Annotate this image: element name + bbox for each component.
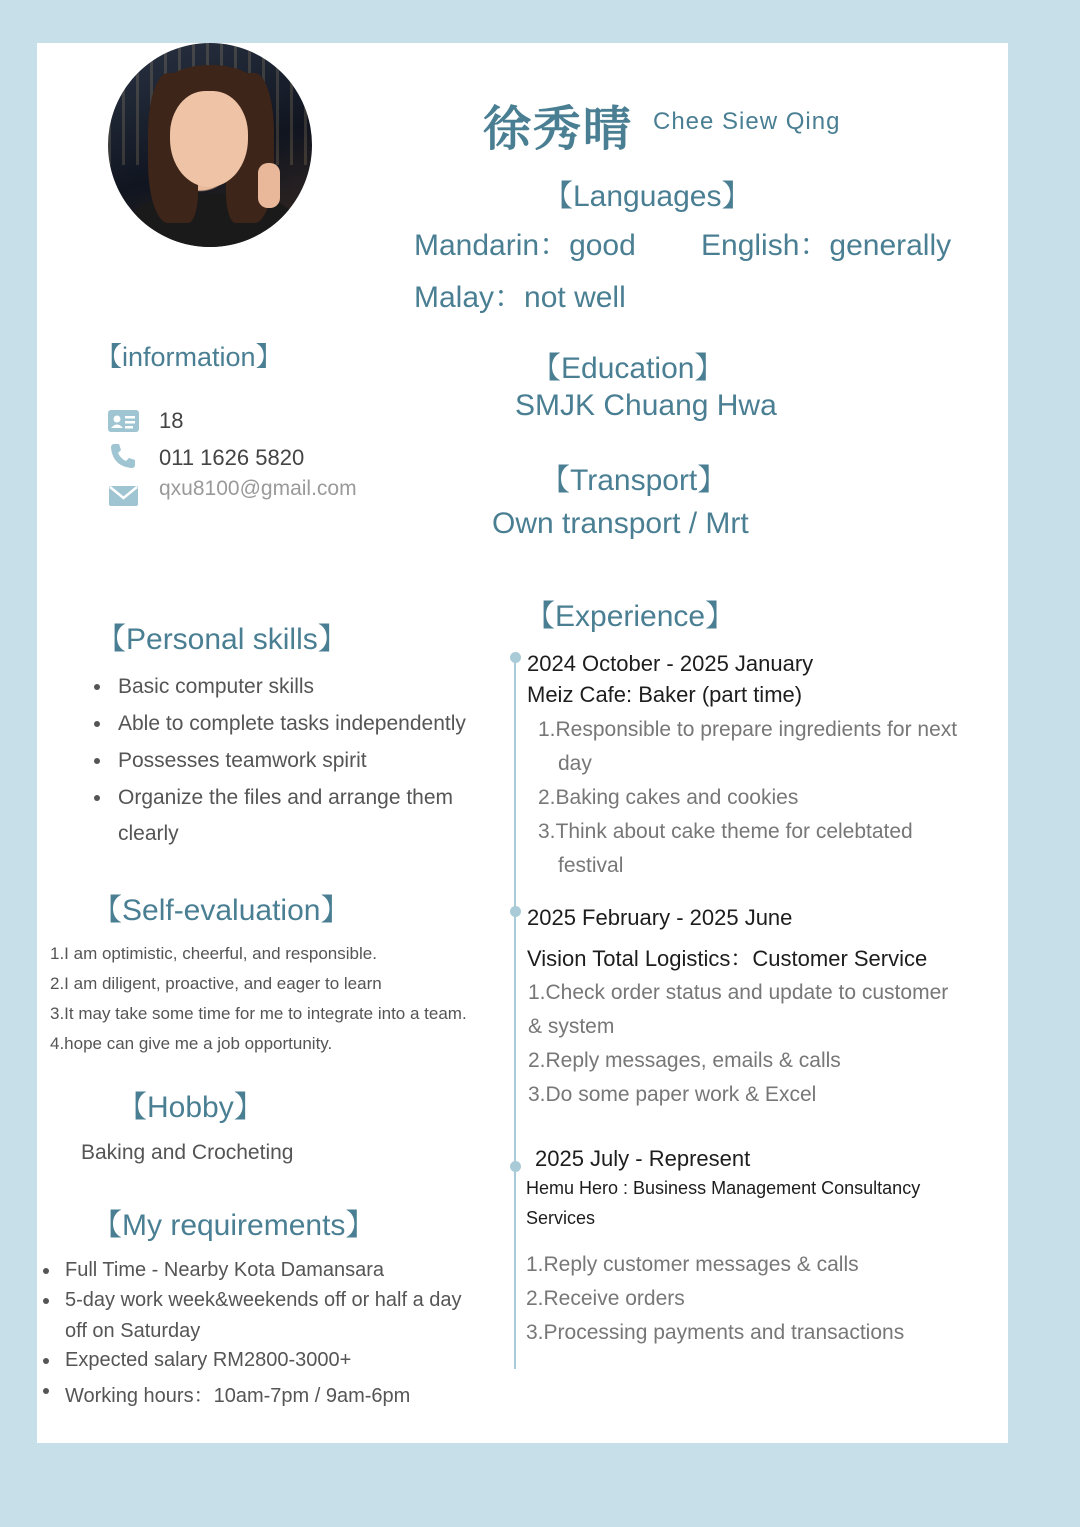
job-period: 2024 October - 2025 January (527, 651, 814, 676)
transport-value: Own transport / Mrt (492, 507, 749, 540)
job-duty: festival (558, 854, 624, 877)
self-evaluation-heading: 【Self-evaluation】 (92, 894, 351, 927)
transport-heading: 【Transport】 (540, 464, 728, 497)
name-chinese: 徐秀晴 (483, 101, 634, 157)
experience-timeline (514, 657, 516, 1369)
self-evaluation-item: 1.I am optimistic, cheerful, and responsible. (50, 944, 377, 963)
name-english: Chee Siew Qing (653, 108, 841, 135)
job-duty: 1.Reply customer messages & calls (526, 1253, 859, 1276)
skill-item: Organize the files and arrange them (118, 786, 453, 810)
requirement-item: Working hours：10am-7pm / 9am-6pm (65, 1379, 410, 1408)
skill-item: Basic computer skills (118, 675, 314, 699)
experience-heading: 【Experience】 (525, 600, 736, 633)
job-duty: 2.Baking cakes and cookies (538, 786, 799, 809)
languages-heading: 【Languages】 (543, 180, 752, 213)
self-evaluation-item: 3.It may take some time for me to integrate into a team. (50, 1004, 467, 1023)
phone-value: 011 1626 5820 (159, 445, 305, 470)
requirement-item: Expected salary RM2800-3000+ (65, 1349, 351, 1372)
education-heading: 【Education】 (531, 352, 725, 385)
job-period: 2025 July - Represent (535, 1146, 751, 1171)
requirement-item: Full Time - Nearby Kota Damansara (65, 1259, 384, 1282)
education-school: SMJK Chuang Hwa (515, 389, 777, 422)
job-title-continuation: Services (526, 1208, 596, 1228)
job-duty: 3.Think about cake theme for celebtated (538, 820, 913, 843)
job-period: 2025 February - 2025 June (527, 905, 793, 930)
language-english: English：generally (701, 229, 952, 262)
self-evaluation-item: 2.I am diligent, proactive, and eager to learn (50, 974, 382, 993)
phone-icon (109, 442, 137, 470)
email-value: qxu8100@gmail.com (159, 477, 357, 500)
job-title: Vision Total Logistics：Customer Service (527, 946, 928, 971)
job-title: Hemu Hero : Business Management Consultancy (526, 1178, 921, 1198)
requirement-item-continuation: off on Saturday (65, 1320, 201, 1342)
job-duty: day (558, 752, 592, 775)
job-duty: 1.Check order status and update to customer (528, 981, 949, 1004)
job-duty: 3.Do some paper work & Excel (528, 1083, 817, 1106)
profile-photo (108, 43, 312, 247)
skill-item-continuation: clearly (118, 822, 179, 845)
job-duty: & system (528, 1015, 615, 1038)
job-title: Meiz Cafe: Baker (part time) (527, 682, 803, 707)
job-duty: 1.Responsible to prepare ingredients for next (538, 718, 958, 741)
language-mandarin: Mandarin：good (414, 229, 636, 262)
timeline-dot (510, 652, 521, 663)
job-duty: 3.Processing payments and transactions (526, 1321, 905, 1344)
age-value: 18 (159, 408, 184, 433)
job-duty: 2.Receive orders (526, 1287, 685, 1310)
hobby-value: Baking and Crocheting (81, 1141, 294, 1164)
job-duty: 2.Reply messages, emails & calls (528, 1049, 841, 1072)
id-card-icon (108, 410, 139, 434)
timeline-dot (510, 906, 521, 917)
personal-skills-heading: 【Personal skills】 (96, 623, 348, 656)
skill-item: Possesses teamwork spirit (118, 749, 367, 773)
skill-item: Able to complete tasks independently (118, 712, 466, 736)
information-heading: 【information】 (95, 342, 283, 372)
hobby-heading: 【Hobby】 (117, 1091, 264, 1124)
timeline-dot (510, 1161, 521, 1172)
language-malay: Malay：not well (414, 281, 626, 314)
email-icon (109, 486, 138, 506)
requirement-item: 5-day work week&weekends off or half a day (65, 1289, 462, 1312)
requirements-heading: 【My requirements】 (92, 1209, 376, 1242)
self-evaluation-item: 4.hope can give me a job opportunity. (50, 1034, 333, 1053)
